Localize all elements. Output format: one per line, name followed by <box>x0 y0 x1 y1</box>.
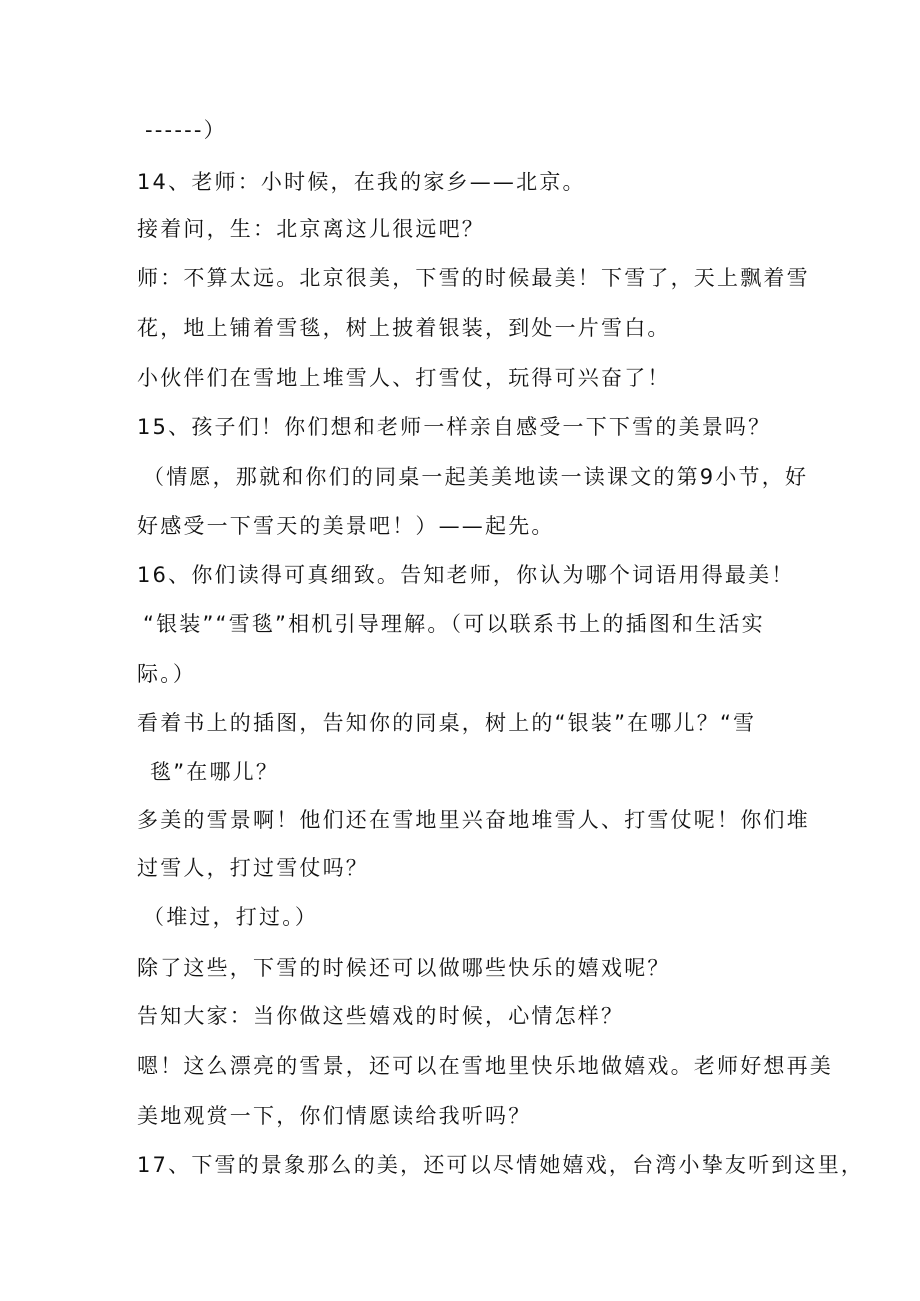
text-line: 除了这些，下雪的时候还可以做哪些快乐的嬉戏呢？ <box>137 956 671 980</box>
text-line: 告知大家：当你做这些嬉戏的时候，心情怎样？ <box>137 1004 625 1028</box>
text-line: 看着书上的插图，告知你的同桌，树上的“银装”在哪儿？“雪 <box>137 711 757 735</box>
text-line: 师：不算太远。北京很美，下雪的时候最美！下雪了，天上飘着雪 <box>137 266 810 290</box>
text-line: 接着问，生：北京离这儿很远吧？ <box>137 217 485 241</box>
text-line: 嗯！这么漂亮的雪景，还可以在雪地里快乐地做嬉戏。老师好想再美 <box>137 1054 833 1078</box>
text-line: 际。） <box>137 662 197 686</box>
text-line: 小伙伴们在雪地上堆雪人、打雪仗，玩得可兴奋了！ <box>137 366 671 390</box>
text-line: 花，地上铺着雪毯，树上披着银装，到处一片雪白。 <box>137 316 671 340</box>
text-line: 美地观赏一下，你们情愿读给我听吗？ <box>137 1104 532 1128</box>
text-line: 15、孩子们！你们想和老师一样亲自感受一下下雪的美景吗？ <box>137 415 772 439</box>
text-line: ------） <box>145 118 227 142</box>
text-line: 毯”在哪儿？ <box>150 760 280 784</box>
text-line: 过雪人，打过雪仗吗？ <box>137 856 369 880</box>
text-line: （情愿，那就和你们的同桌一起美美地读一读课文的第9小节，好 <box>143 465 809 489</box>
text-line: 好感受一下雪天的美景吧！）——起先。 <box>137 514 555 538</box>
text-line: “银装”“雪毯”相机引导理解。（可以联系书上的插图和生活实 <box>143 612 765 636</box>
text-line: 多美的雪景啊！他们还在雪地里兴奋地堆雪人、打雪仗呢！你们堆 <box>137 808 810 832</box>
text-line: 14、老师：小时候，在我的家乡——北京。 <box>137 170 586 194</box>
text-line: 17、下雪的景象那么的美，还可以尽情她嬉戏，台湾小挚友听到这里， <box>137 1153 865 1177</box>
text-line: 16、你们读得可真细致。告知老师，你认为哪个词语用得最美！ <box>137 563 795 587</box>
text-line: （堆过，打过。） <box>143 905 319 929</box>
